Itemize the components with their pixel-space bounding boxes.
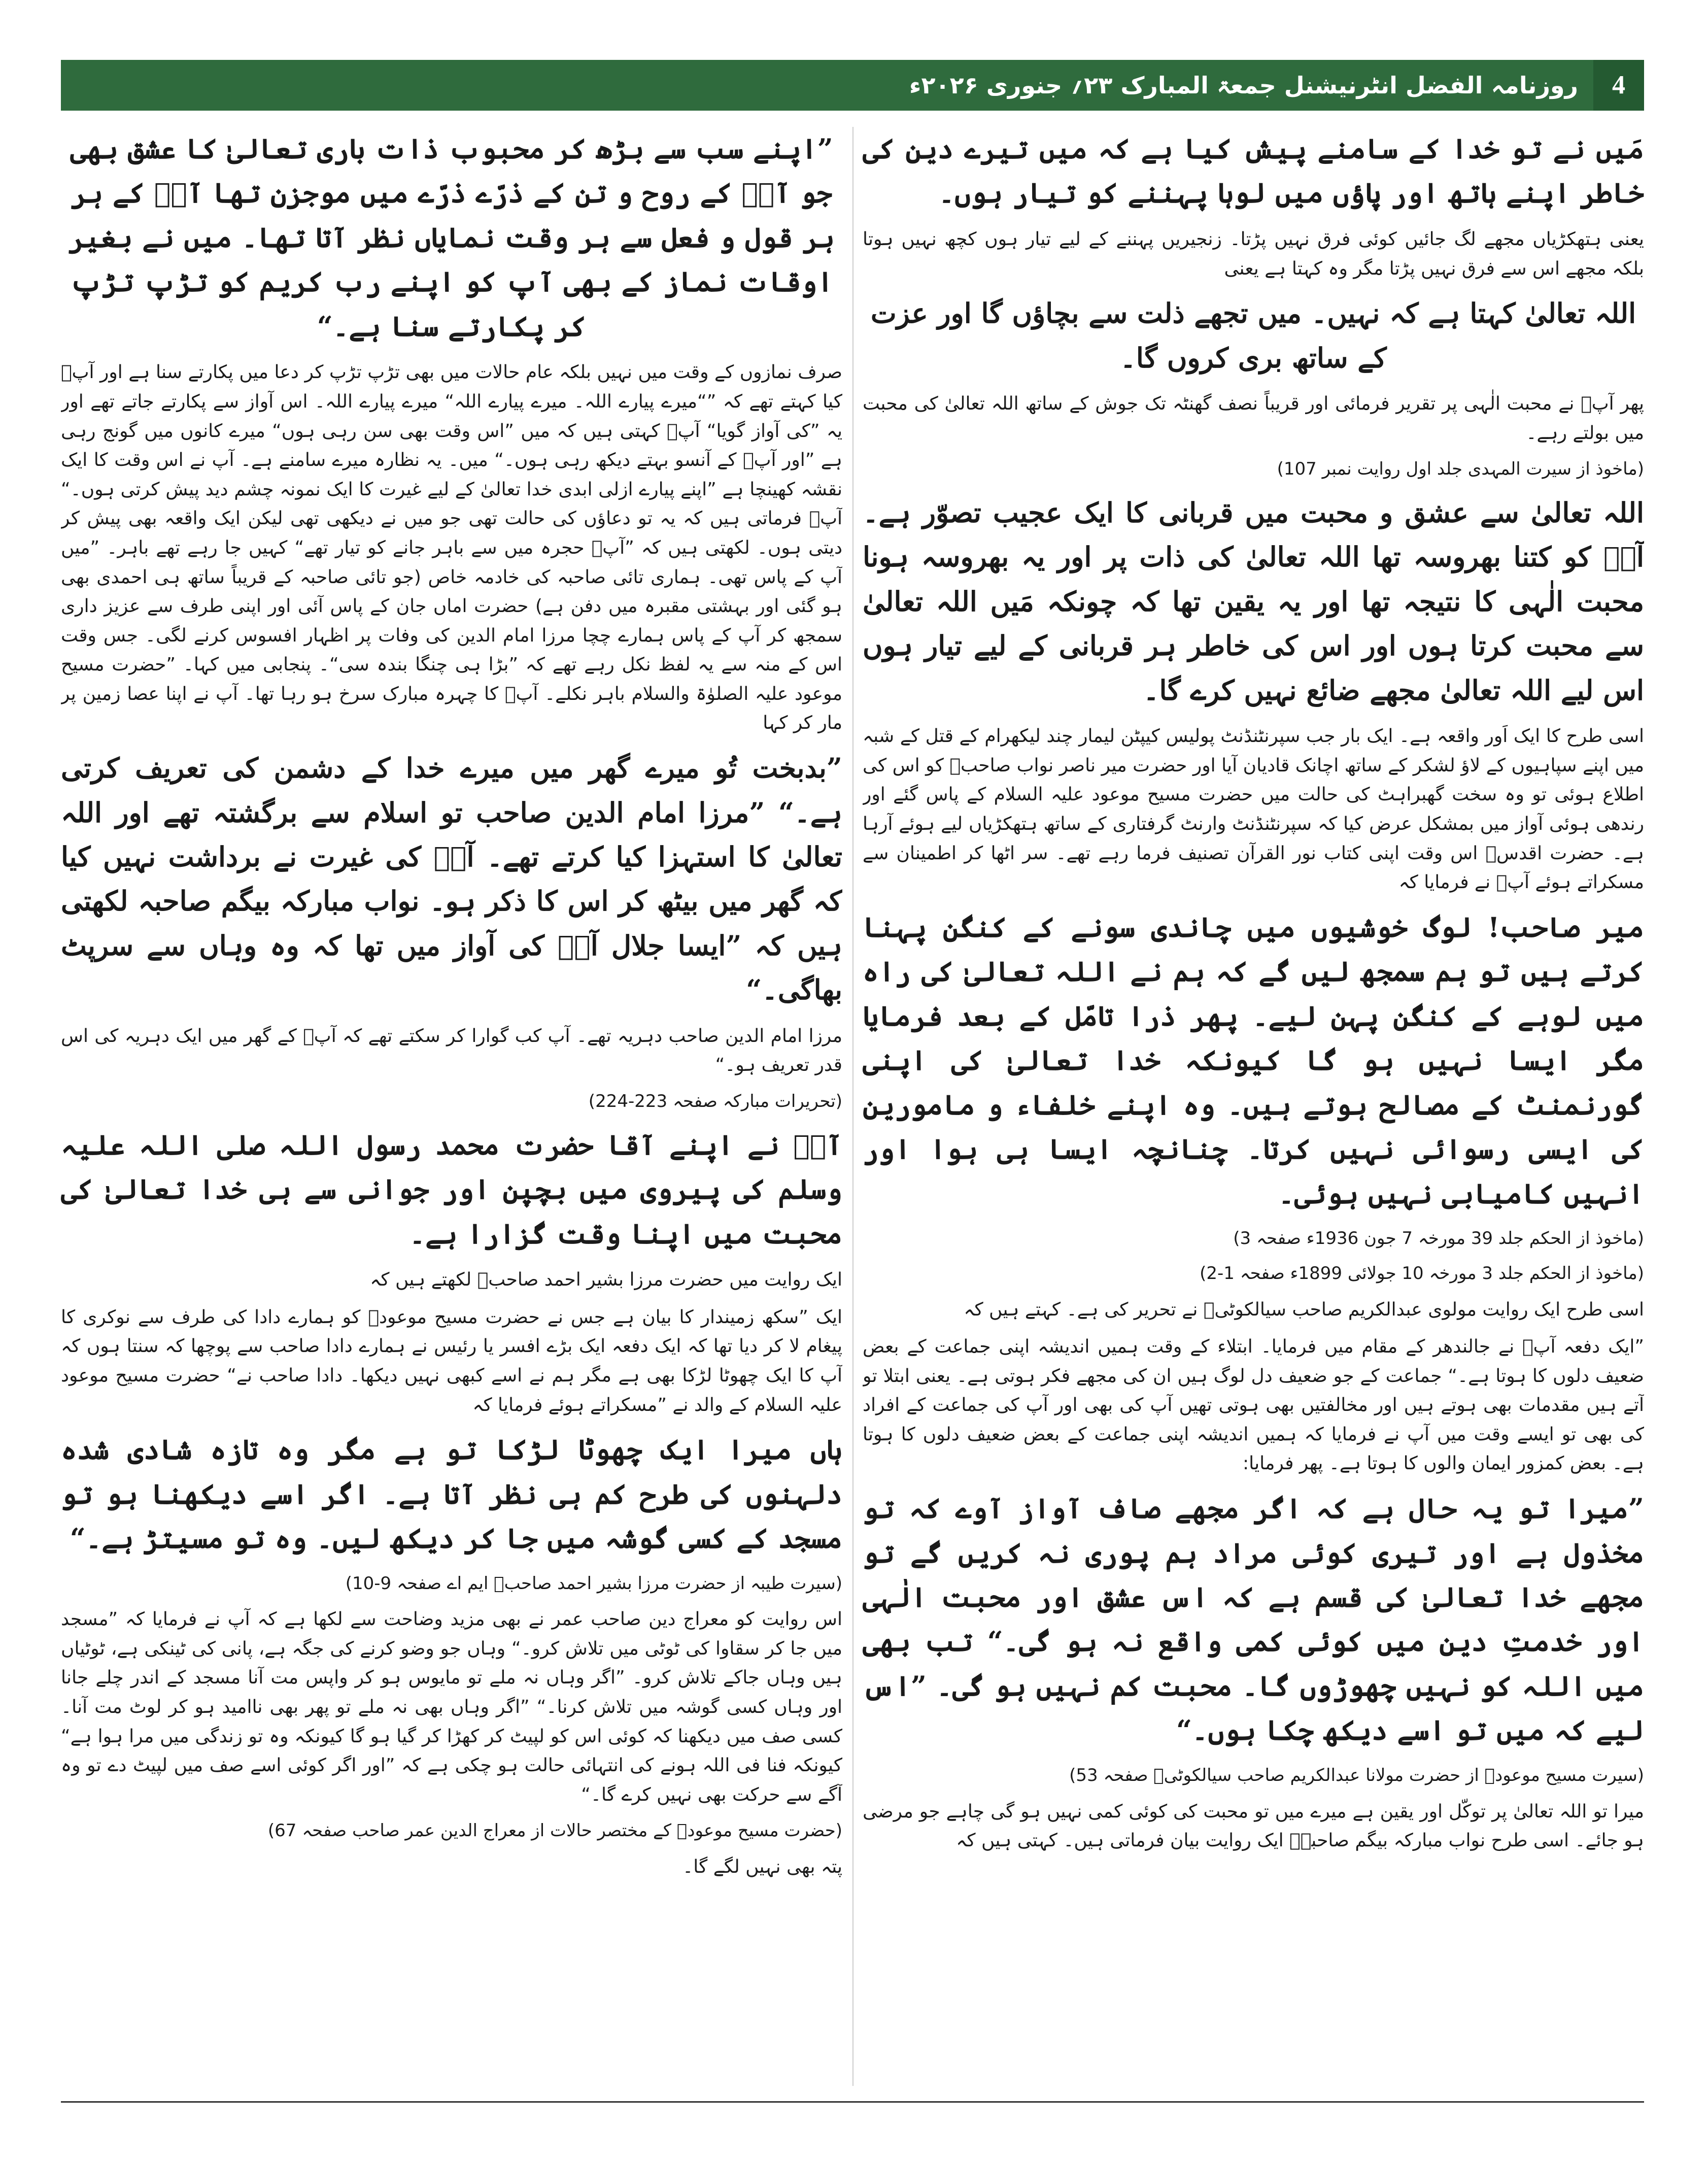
emphasis-paragraph: مَیں نے تو خدا کے سامنے پیش کیا ہے کہ میں تیرے دین کی خاطر اپنے ہاتھ اور پاؤں میں لوہا پہننے کو تیار ہوں۔: [863, 132, 1644, 210]
body-paragraph: صرف نمازوں کے وقت میں نہیں بلکہ عام حالات میں بھی تڑپ تڑپ کر دعا میں پکارتے سنا ہے اور آپؑ کیا کہتے تھے کہ ”“میرے پیارے اللہ۔ میرے پیارے اللہ“ میرے پیارے اللہ۔ اس آواز سے پکارتے جاتے تھے اور یہ ”کی آواز گویا“ آپؑ کہتی ہیں کہ میں ”اس وقت بھی سن رہی ہوں“ میرے کانوں میں گونج رہی ہے ”اور آپؑ کے آنسو بہتے دیکھ رہی ہوں۔“ میں۔ یہ نظارہ میرے سامنے ہے۔ آپ نے اس وقت کا ایک نقشہ کھینچا ہے ”اپنے پیارے ازلی ابدی خدا تعالیٰ کے لیے غیرت کا ایک نمونہ چشم دید پیش کرتی ہوں۔“ آپؓ فرماتی ہیں کہ یہ تو دعاؤں کی حالت تھی جو میں نے دیکھی تھی لیکن ایک واقعہ بھی پیش کر دیتی ہوں۔ لکھتی ہیں کہ ”آپؑ حجرہ میں سے باہر جانے کو تیار تھے“ کہیں جا رہے تھے باہر۔ ”میں آپ کے پاس تھی۔ ہماری تائی صاحبہ کی خادمہ خاص (جو تائی صاحبہ کے قریباً ساتھ ہی احمدی بھی ہو گئی اور بہشتی مقبرہ میں دفن ہے) حضرت اماں جان کے پاس آئی اور اپنی طرف سے عزیز داری سمجھ کر آپ کے پاس ہمارے چچا مرزا امام الدین کی وفات پر اظہار افسوس کرنے لگی۔ جس وقت اس کے منہ سے یہ لفظ نکل رہے تھے کہ ”بڑا ہی چنگا بندہ سی“۔ پنجابی میں کہا۔ ”حضرت مسیح موعود علیہ الصلوٰۃ والسلام باہر نکلے۔ آپؑ کا چہرہ مبارک سرخ ہو رہا تھا۔ آپ نے اپنا عصا زمین پر مار کر کہا: [61, 362, 842, 734]
emphasis-paragraph: اللہ تعالیٰ کہتا ہے کہ نہیں۔ میں تجھے ذلت سے بچاؤں گا اور عزت کے ساتھ بری کروں گا۔: [870, 297, 1636, 374]
body-paragraph: یعنی ہتھکڑیاں مجھے لگ جائیں کوئی فرق نہیں پڑتا۔ زنجیریں پہننے کے لیے تیار ہوں کچھ نہیں ہوتا بلکہ مجھے اس سے فرق نہیں پڑتا مگر وہ کہتا ہے یعنی: [863, 228, 1644, 279]
emphasis-paragraph: ”اپنے سب سے بڑھ کر محبوب ذات باری تعالیٰ کا عشق بھی جو آپؑ کے روح و تن کے ذرّے ذرّے میں موجزن تھا آپؑ کے ہر ہر قول و فعل سے ہر وقت نمایاں نظر آتا تھا۔ میں نے بغیر اوقات نماز کے بھی آپ کو اپنے رب کریم کو تڑپ تڑپ کر پکارتے سنا ہے۔“: [68, 132, 835, 343]
body-paragraph: اسی طرح ایک روایت مولوی عبدالکریم صاحب سیالکوٹیؓ نے تحریر کی ہے۔ کہتے ہیں کہ: [964, 1299, 1644, 1320]
reference-citation: (سیرت مسیح موعودؑ از حضرت مولانا عبدالکریم صاحب سیالکوٹیؓ صفحہ 53): [1069, 1765, 1644, 1785]
reference-citation: (ماخوذ از سیرت المہدی جلد اول روایت نمبر 107): [1277, 459, 1644, 480]
body-paragraph: پتہ بھی نہیں لگے گا۔: [682, 1857, 842, 1878]
right-column: [863, 127, 1644, 2086]
page-number: 4: [1593, 60, 1644, 111]
reference-citation: (ماخوذ از الحکم جلد 39 مورخہ 7 جون 1936ء صفحہ 3): [1233, 1228, 1644, 1249]
body-paragraph: مرزا امام الدین صاحب دہریہ تھے۔ آپ کب گوارا کر سکتے تھے کہ آپؑ کے گھر میں ایک دہریہ کی اس قدر تعریف ہو۔“: [61, 1025, 842, 1076]
body-paragraph: میرا تو اللہ تعالیٰ پر توکّل اور یقین ہے میرے میں تو محبت کی کوئی کمی نہیں ہو گی چاہے جو مرضی ہو جائے۔ اسی طرح نواب مبارکہ بیگم صاحبہؓ ایک روایت بیان فرماتی ہیں۔ کہتی ہیں کہ: [863, 1801, 1644, 1851]
body-paragraph: ایک ”سکھ زمیندار کا بیان ہے جس نے حضرت مسیح موعودؑ کو ہمارے دادا کی طرف سے نوکری کا پیغام لا کر دیا تھا کہ ایک دفعہ ایک بڑے افسر یا رئیس نے ہمارے دادا صاحب سے پوچھا کہ سنتا ہوں کہ آپ کا ایک چھوٹا لڑکا بھی ہے مگر ہم نے اسے کبھی نہیں دیکھا۔ دادا صاحب نے“ حضرت مسیح موعود علیہ السلام کے والد نے ”مسکراتے ہوئے فرمایا کہ: [61, 1306, 842, 1415]
page-header: [61, 60, 1644, 111]
column-divider: [852, 127, 853, 2086]
reference-citation: (ماخوذ از الحکم جلد 3 مورخہ 10 جولائی 1899ء صفحہ 1-2): [1200, 1263, 1644, 1284]
body-paragraph: اس روایت کو معراج دین صاحب عمر نے بھی مزید وضاحت سے لکھا ہے کہ آپ نے فرمایا کہ ”مسجد میں جا کر سقاوا کی ٹوٹی میں تلاش کرو۔“ وہاں جو وضو کرنے کی جگہ ہے، پانی کی ٹینکی ہے، ٹوٹیاں ہیں وہاں جاکے تلاش کرو۔ ”اگر وہاں نہ ملے تو مایوس ہو کر واپس مت آنا مسجد کے اندر چلے جانا اور وہاں کسی گوشہ میں تلاش کرنا۔“ ”اگر وہاں بھی نہ ملے تو پھر بھی ناامید ہو کر لوٹ مت آنا۔ کسی صف میں دیکھنا کہ کوئی اس کو لپیٹ کر کھڑا کر گیا ہو گا کیونکہ وہ تو زندگی میں مرا ہوا ہے“ کیونکہ فنا فی اللہ ہونے کی انتہائی حالت ہو چکی ہے کہ ”اور اگر کوئی اسے صف میں لپیٹ دے تو وہ آگے سے حرکت بھی نہیں کرے گا۔“: [61, 1609, 842, 1805]
body-paragraph: ایک روایت میں حضرت مرزا بشیر احمد صاحبؓ لکھتے ہیں کہ: [370, 1269, 842, 1291]
emphasis-paragraph: آپؑ نے اپنے آقا حضرت محمد رسول اللہ صلی اللہ علیہ وسلم کی پیروی میں بچپن اور جوانی سے ہی خدا تعالیٰ کی محبت میں اپنا وقت گزارا ہے۔: [61, 1128, 842, 1250]
emphasis-paragraph: ”میرا تو یہ حال ہے کہ اگر مجھے صاف آواز آوے کہ تو مخذول ہے اور تیری کوئی مراد ہم پوری نہ کریں گے تو مجھے خدا تعالیٰ کی قسم ہے کہ اس عشق اور محبت الٰہی اور خدمتِ دین میں کوئی کمی واقع نہ ہو گی۔“ تب بھی میں اللہ کو نہیں چھوڑوں گا۔ محبت کم نہیں ہو گی۔ ”اس لیے کہ میں تو اسے دیکھ چکا ہوں۔“: [863, 1492, 1644, 1747]
body-paragraph: اسی طرح کا ایک اَور واقعہ ہے۔ ایک بار جب سپرنٹنڈنٹ پولیس کیپٹن لیمار چند لیکھرام کے قتل کے شبہ میں اپنے سپاہیوں کے لاؤ لشکر کے ساتھ اچانک قادیان آیا اور حضرت میر ناصر نواب صاحبؓ کو اس کی اطلاع ہوئی تو وہ سخت گھبراہٹ کی حالت میں حضرت مسیح موعود علیہ السلام کے پاس گئے اور رندھی ہوئی آواز میں بمشکل عرض کیا کہ سپرنٹنڈنٹ وارنٹ گرفتاری کے ساتھ ہتھکڑیاں لیے ہوئے آرہا ہے۔ حضرت اقدسؑ اس وقت اپنی کتاب نور القرآن تصنیف فرما رہے تھے۔ سر اٹھا کر اطمینان سے مسکراتے ہوئے آپؑ نے فرمایا کہ: [863, 726, 1644, 893]
left-column: [61, 127, 842, 2086]
emphasis-paragraph: اللہ تعالیٰ سے عشق و محبت میں قربانی کا ایک عجیب تصوّر ہے۔ آپؑ کو کتنا بھروسہ تھا اللہ تعالیٰ کی ذات پر اور یہ بھروسہ ہونا محبت الٰہی کا نتیجہ تھا اور یہ یقین تھا کہ چونکہ مَیں اللہ تعالیٰ سے محبت کرتا ہوں اور اس کی خاطر ہر قربانی کے لیے تیار ہوں اس لیے اللہ تعالیٰ مجھے ضائع نہیں کرے گا۔: [863, 496, 1644, 706]
body-paragraph: پھر آپؑ نے محبت الٰہی پر تقریر فرمائی اور قریباً نصف گھنٹہ تک جوش کے ساتھ اللہ تعالیٰ کی محبت میں بولتے رہے۔: [863, 393, 1644, 444]
reference-citation: (حضرت مسیح موعودؑ کے مختصر حالات از معراج الدین عمر صاحب صفحہ 67): [267, 1820, 842, 1841]
emphasis-paragraph: ”بدبخت تُو میرے گھر میں میرے خدا کے دشمن کی تعریف کرتی ہے۔“ ”مرزا امام الدین صاحب تو اسلام سے برگشتہ تھے اور اللہ تعالیٰ کا استہزا کیا کرتے تھے۔ آپؑ کی غیرت نے برداشت نہیں کیا کہ گھر میں بیٹھ کر اس کا ذکر ہو۔ نواب مبارکہ بیگم صاحبہ لکھتی ہیں کہ ”ایسا جلال آپؑ کی آواز میں تھا کہ وہ وہاں سے سرپٹ بھاگی۔“: [61, 752, 842, 1006]
newspaper-title: روزنامہ الفضل انٹرنیشنل جمعۃ المبارک ۲۳؍ جنوری ۲۰۲۶ء: [909, 72, 1578, 99]
footer-rule: [61, 2101, 1644, 2103]
reference-citation: (سیرت طیبہ از حضرت مرزا بشیر احمد صاحبؓ ایم اے صفحہ 9-10): [345, 1573, 842, 1594]
reference-citation: (تحریرات مبارکہ صفحہ 223-224): [588, 1091, 842, 1112]
body-paragraph: ”ایک دفعہ آپؑ نے جالندھر کے مقام میں فرمایا۔ ابتلاء کے وقت ہمیں اندیشہ اپنی جماعت کے بعض ضعیف دلوں کا ہوتا ہے۔“ جماعت کے جو ضعیف دل لوگ ہیں ان کی مجھے فکر ہوتی ہے۔ یعنی ابتلا تو آتے ہیں مقدمات بھی ہوتے ہیں اور مخالفتیں بھی ہوتی تھیں آپ کی بھی اور آپ کی جماعت کے افراد کی بھی تو ایسے وقت میں آپ نے فرمایا کہ ہمیں اندیشہ اپنی جماعت کے بعض ضعیف دلوں کا ہوتا ہے۔ بعض کمزور ایمان والوں کا ہوتا ہے۔ پھر فرمایا:: [863, 1336, 1644, 1474]
emphasis-paragraph: میر صاحب! لوگ خوشیوں میں چاندی سونے کے کنگن پہنا کرتے ہیں تو ہم سمجھ لیں گے کہ ہم نے اللہ تعالیٰ کی راہ میں لوہے کے کنگن پہن لیے۔ پھر ذرا تامّل کے بعد فرمایا مگر ایسا نہیں ہو گا کیونکہ خدا تعالیٰ کی اپنی گورنمنٹ کے مصالح ہوتے ہیں۔ وہ اپنے خلفاء و مامورین کی ایسی رسوائی نہیں کرتا۔ چنانچہ ایسا ہی ہوا اور انہیں کامیابی نہیں ہوئی۔: [863, 911, 1644, 1210]
emphasis-paragraph: ہاں میرا ایک چھوٹا لڑکا تو ہے مگر وہ تازہ شادی شدہ دلہنوں کی طرح کم ہی نظر آتا ہے۔ اگر اسے دیکھنا ہو تو مسجد کے کسی گوشہ میں جا کر دیکھ لیں۔ وہ تو مسیتڑ ہے۔“: [61, 1433, 842, 1555]
